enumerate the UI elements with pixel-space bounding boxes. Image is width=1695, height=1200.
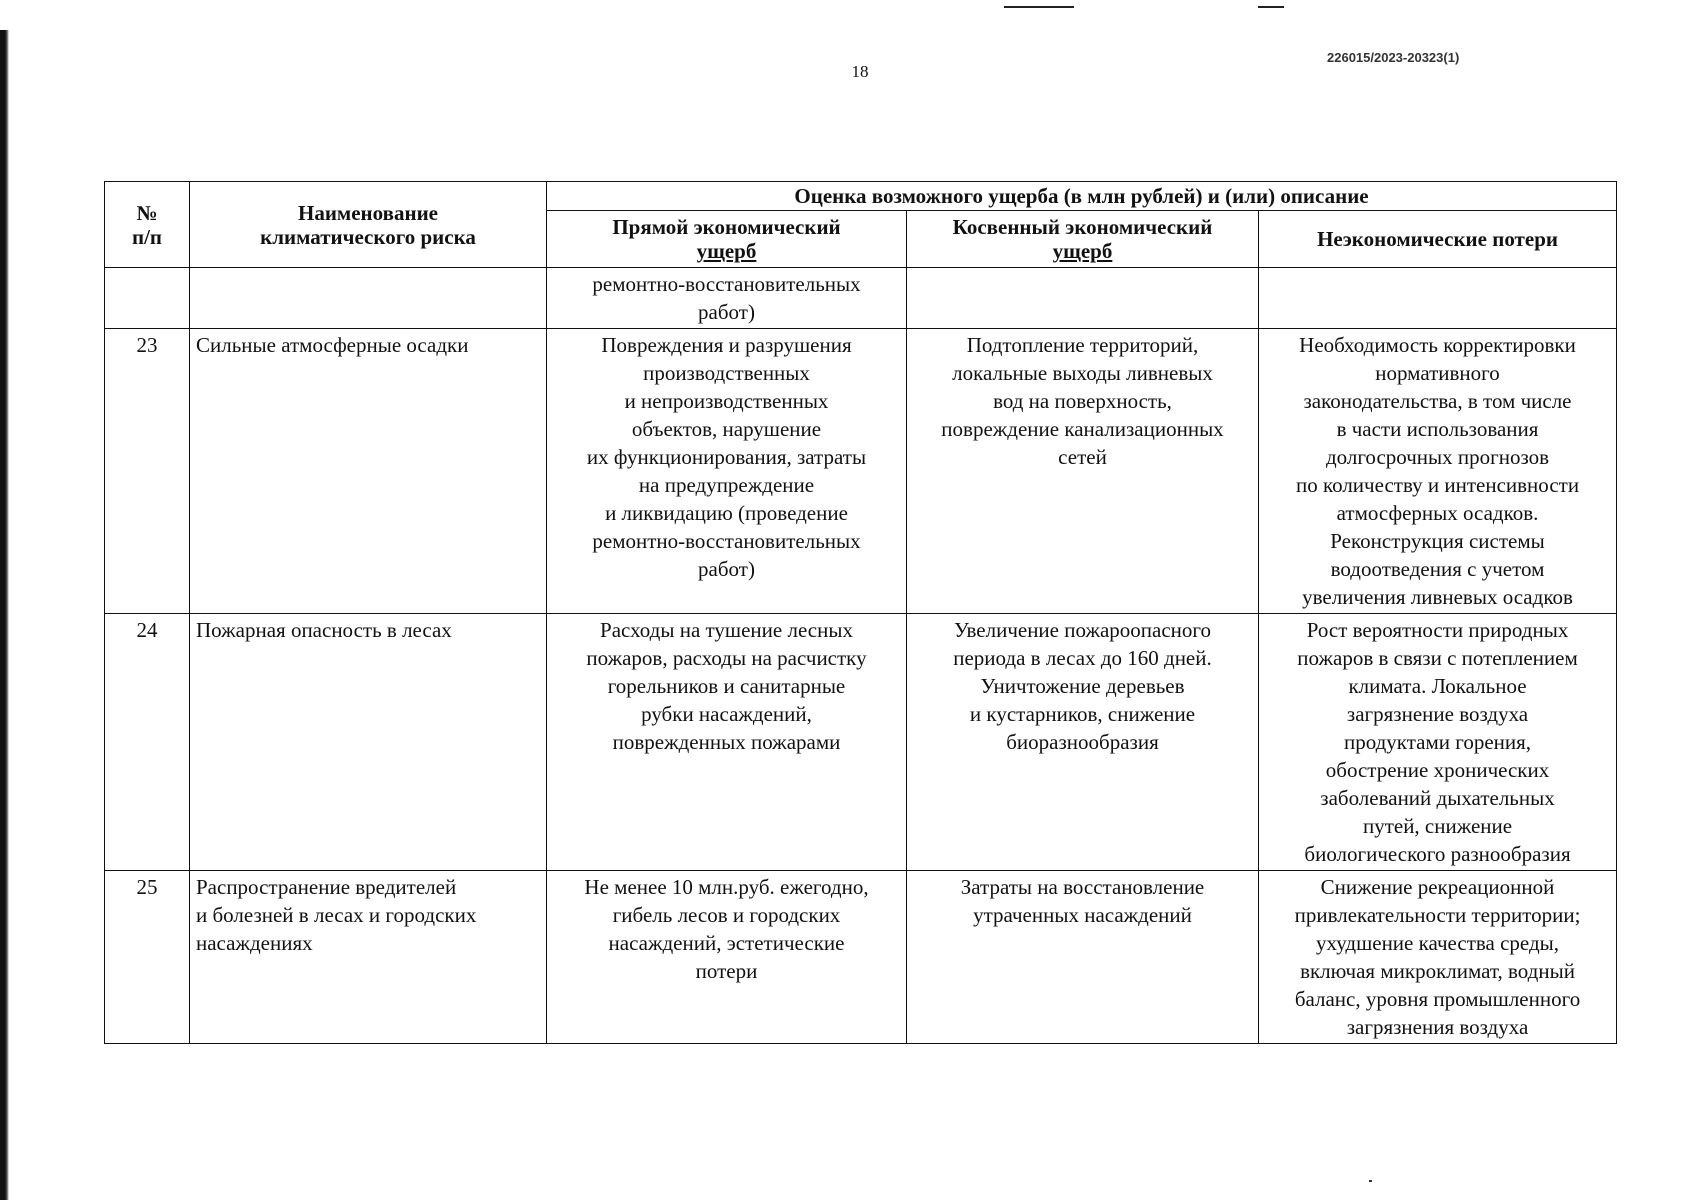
cell-direct: Не менее 10 млн.руб. ежегодно, гибель лесов и городских насаждений, эстетические потери [547,871,907,1044]
header-direct-damage: Прямой экономический ущерб [547,211,907,268]
page-number: 18 [851,62,869,81]
cell-indirect [907,268,1259,329]
cell-num: 25 [105,871,190,1044]
cell-risk-name: Пожарная опасность в лесах [190,614,547,871]
scan-speck [1369,1180,1372,1182]
document-id: 226015/2023-20323(1) [1327,50,1460,65]
header-noneconomic-losses: Неэкономические потери [1259,211,1617,268]
cell-risk-name: Распространение вредителей и болезней в лесах и городских насаждениях [190,871,547,1044]
cell-direct: ремонтно-восстановительных работ) [547,268,907,329]
table-row-continuation [105,268,1617,329]
cell-indirect: Увеличение пожароопасного периода в лесах до 160 дней. Уничтожение деревьев и кустарников, снижение биоразнообразия [907,614,1259,871]
cell-risk-name: Сильные атмосферные осадки [190,329,547,614]
cell-nonecon: Рост вероятности природных пожаров в связи с потеплением климата. Локальное загрязнение воздуха продуктами горения, обострение хронических заболеваний дыхательных путей, снижение биологического разнообразия [1259,614,1617,871]
table-row [105,329,1617,614]
header-num: № п/п [105,182,190,268]
cell-indirect: Подтопление территорий, локальные выходы ливневых вод на поверхность, повреждение канализационных сетей [907,329,1259,614]
cell-direct: Расходы на тушение лесных пожаров, расходы на расчистку горельников и санитарные рубки насаждений, поврежденных пожарами [547,614,907,871]
risk-table [104,181,1617,1044]
header-damage-assessment: Оценка возможного ущерба (в млн рублей) и (или) описание [547,182,1617,211]
header-indirect-damage: Косвенный экономический ущерб [907,211,1259,268]
cell-direct: Повреждения и разрушения производственных и непроизводственных объектов, нарушение их функционирования, затраты на предупреждение и ликвидацию (проведение ремонтно-восстановительных работ) [547,329,907,614]
header-row-top [105,182,1617,211]
cell-num: 24 [105,614,190,871]
cell-risk-name [190,268,547,329]
scan-edge [0,30,9,1200]
cell-num: 23 [105,329,190,614]
cell-nonecon [1259,268,1617,329]
cell-indirect: Затраты на восстановление утраченных насаждений [907,871,1259,1044]
table-row [105,871,1617,1044]
cell-nonecon: Снижение рекреационной привлекательности территории; ухудшение качества среды, включая микроклимат, водный баланс, уровня промышленного загрязнения воздуха [1259,871,1617,1044]
top-rule-right [1258,6,1284,8]
table-row [105,614,1617,871]
cell-num [105,268,190,329]
top-rule-left [1004,6,1074,8]
cell-nonecon: Необходимость корректировки нормативного законодательства, в том числе в части использования долгосрочных прогнозов по количеству и интенсивности атмосферных осадков. Реконструкция системы водоотведения с учетом увеличения ливневых осадков [1259,329,1617,614]
header-risk-name: Наименование климатического риска [190,182,547,268]
